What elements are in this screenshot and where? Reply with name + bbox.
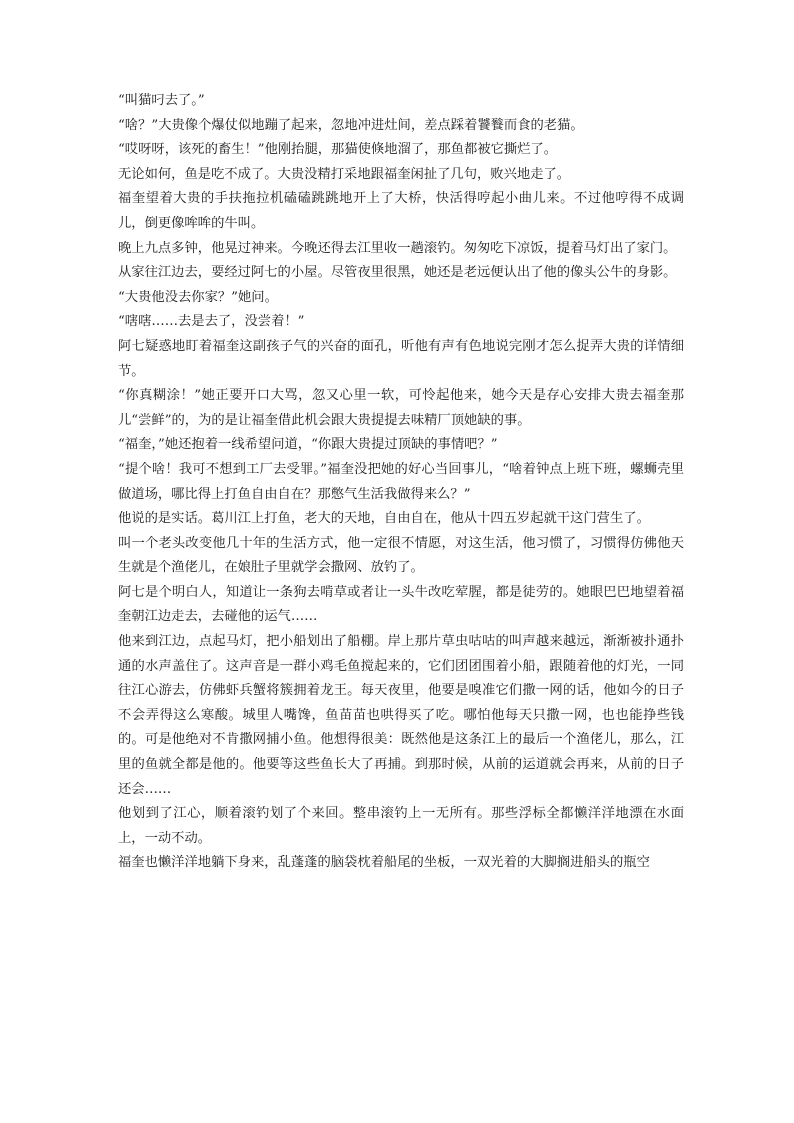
paragraph: 无论如何，鱼是吃不成了。大贵没精打采地跟福奎闲扯了几句，败兴地走了。 <box>118 166 571 182</box>
paragraph: “你真糊涂！”她正要开口大骂，忽又心里一软，可怜起他来，她今天是存心安排大贵去福奎那儿“尝鲜”的，为的是让福奎借此机会跟大贵提提去味精厂顶她缺的事。 <box>118 388 684 428</box>
paragraph: “福奎，”她还抱着一线希望问道，“你跟大贵提过顶缺的事情吧？” <box>118 437 498 453</box>
paragraph: 晚上九点多钟，他晃过神来。今晚还得去江里收一趟滚钓。匆匆吃下凉饭，提着马灯出了家门。 <box>118 240 677 256</box>
paragraph: 阿七疑惑地盯着福奎这副孩子气的兴奋的面孔，听他有声有色地说完刚才怎么捉弄大贵的详情细节。 <box>118 338 684 379</box>
paragraph: 阿七是个明白人，知道让一条狗去啃草或者让一头牛改吃荤腥，都是徒劳的。她眼巴巴地望着福奎朝江边走去，去碰他的运气…… <box>118 584 684 625</box>
paragraph: “啥？”大贵像个爆仗似地蹦了起来，忽地冲进灶间，差点踩着饕餮而食的老猫。 <box>118 117 584 133</box>
paragraph: “嗐嗐……去是去了，没尝着！” <box>118 314 305 330</box>
paragraph: 福奎望着大贵的手扶拖拉机磕磕跳跳地开上了大桥，快活得哼起小曲儿来。不过他哼得不成调儿，倒更像哞哞的牛叫。 <box>118 191 684 231</box>
story-text <box>118 89 684 876</box>
paragraph: 他划到了江心，顺着滚钓划了个来回。整串滚钓上一无所有。那些浮标全都懒洋洋地漂在水面上，一动不动。 <box>118 806 684 846</box>
paragraph: “哎呀呀，该死的畜生！”他刚抬腿，那猫使倏地溜了，那鱼都被它撕烂了。 <box>118 142 558 158</box>
paragraph: 叫一个老头改变他几十年的生活方式，他一定很不情愿，对这生活，他习惯了，习惯得仿佛他天生就是个渔佬儿，在娘肚子里就学会撒网、放钓了。 <box>118 535 684 576</box>
paragraph: 他说的是实话。葛川江上打鱼，老大的天地，自由自在，他从十四五岁起就干这门营生了。 <box>118 511 650 527</box>
paragraph: “大贵他没去你家？”她问。 <box>118 289 278 305</box>
paragraph: 他来到江边，点起马灯，把小船划出了船棚。岸上那片草虫咕咕的叫声越来越远，渐渐被扑通扑通的水声盖住了。这声音是一群小鸡毛鱼搅起来的，它们团团围着小船，跟随着他的灯光，一同往江心游去，仿佛虾兵蟹将簇拥着龙王。每天夜里，他要是嗅准它们撒一网的话，他如今的日子不会弄得这么寒酸。城里人嘴馋，鱼苗苗也哄得买了吃。哪怕他每天只撒一网，也也能挣些钱的。可是他绝对不肯撒网捕小鱼。他想得很美：既然他是这条江上的最后一个渔佬儿，那么，江里的鱼就全都是他的。他要等这些鱼长大了再捕。到那时候，从前的运道就会再来，从前的日子还会…… <box>118 634 684 797</box>
paragraph: “提个啥！我可不想到工厂去受罪。”福奎没把她的好心当回事儿，“啥着钟点上班下班，螺蛳壳里做道场，哪比得上打鱼自由自在？那憋气生活我做得来么？” <box>118 461 684 502</box>
paragraph: 从家往江边去，要经过阿七的小屋。尽管夜里很黑，她还是老远便认出了他的像头公牛的身影。 <box>118 265 677 281</box>
paragraph: 福奎也懒洋洋地躺下身来，乱蓬蓬的脑袋枕着船尾的坐板，一双光着的大脚搁进船头的瓶空 <box>118 855 650 871</box>
paragraph: “叫猫叼去了。” <box>118 93 205 108</box>
